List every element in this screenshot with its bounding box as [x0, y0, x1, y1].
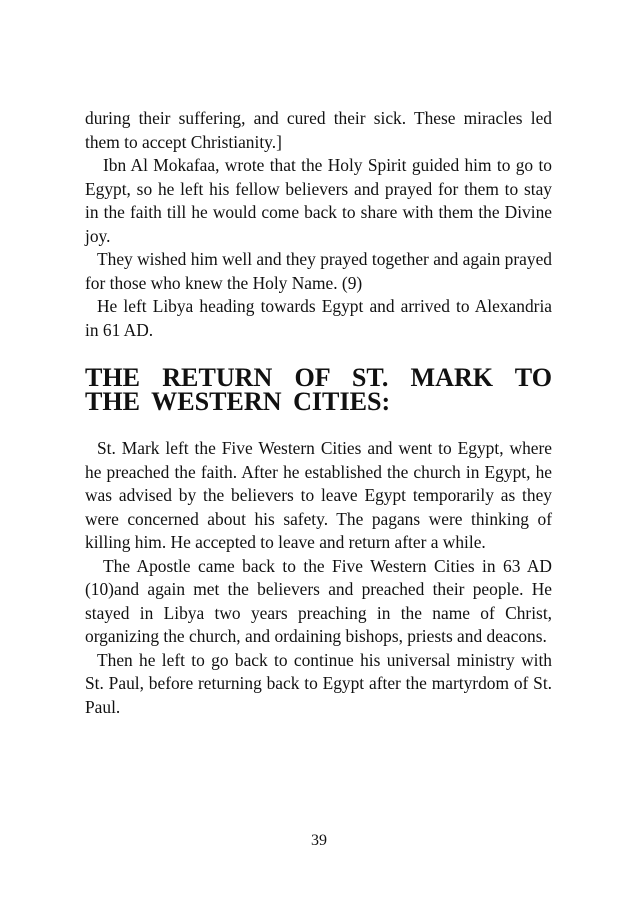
paragraph: Then he left to go back to continue his universal ministry with St. Paul, before returning back to Egypt after the martyrdom of St. Paul.	[85, 649, 552, 717]
section-heading: THE RETURN OF ST. MARK TO THE WESTERN CITIES:	[85, 363, 552, 416]
paragraph: The Apostle came back to the Five Western Cities in 63 AD (10)and again met the believers and preached their people. He stayed in Libya two years preaching in the name of Christ, organizing the church, and ordaining bishops, priests and deacons.	[85, 555, 552, 646]
paragraph: during their suffering, and cured their sick. These miracles led them to accept Christianity.]	[85, 108, 552, 152]
paragraph: Ibn Al Mokafaa, wrote that the Holy Spirit guided him to go to Egypt, so he left his fellow believers and prayed for them to stay in the faith till he would come back to share with them the Divine joy.	[85, 155, 552, 246]
paragraph: He left Libya heading towards Egypt and arrived to Alexandria in 61 AD.	[85, 296, 552, 340]
page-body	[85, 107, 552, 719]
page-number: 39	[311, 832, 327, 849]
paragraph: St. Mark left the Five Western Cities and went to Egypt, where he preached the faith. After he established the church in Egypt, he was advised by the believers to leave Egypt temporarily as they were concerned about his safety. The pagans were thinking of killing him. He accepted to leave and return after a while.	[85, 438, 552, 552]
paragraph: They wished him well and they prayed together and again prayed for those who knew the Holy Name. (9)	[85, 249, 552, 293]
